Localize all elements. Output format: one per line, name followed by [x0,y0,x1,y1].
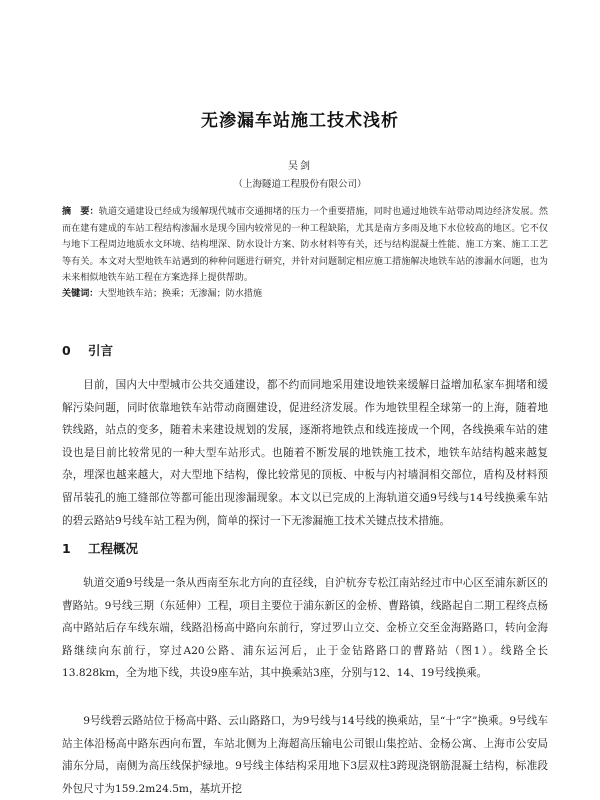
section-heading-intro [62,341,113,359]
intro-paragraph: 目前，国内大中型城市公共交通建设，都不约而同地采用建设地铁来缓解日益增加私家车拥堵和缓解污染问题，同时依靠地铁车站带动商圈建设，促进经济发展。作为地铁里程全球第一的上海，随着地铁线路，站点的变多，随着未来建设规划的发展，逐渐将地铁点和线连接成一个网，各线换乘车站的建设也是目前比较常见的一种大型车站形式。也随着不断发展的地铁施工技术，地铁车站结构越来越复杂，埋深也越来越大，对大型地下结构，像比较常见的顶板、中板与内衬墙洞相交部位，盾构及材料预留吊装孔的施工缝部位等都可能出现渗漏现象。本文以已完成的上海轨道交通9号线与14号线换乘车站的碧云路站9号线车站工程为例，简单的探讨一下无渗漏施工技术关键点技术措施。 [62,379,548,527]
abstract [62,204,548,287]
section-number: 1 [62,541,71,556]
keywords [62,286,548,302]
section-heading-overview [62,539,138,557]
section-title: 工程概况 [88,541,139,556]
author-affiliation: （上海隧道工程股份有限公司） [233,179,367,190]
abstract-label: 摘 要： [62,207,99,217]
overview-paragraph-1: 轨道交通9号线是一条从西南至东北方向的直径线，自沪杭夯专松江南站经过市中心区至浦东新区的曹路站。9号线三期（东延伸）工程，项目主要位于浦东新区的金桥、曹路镇，线路起自二期工程终点杨高中路站后存车线东端，线路沿杨高中路向东前行，穿过罗山立交、金桥立交至金海路路口，转向金海路继续向东前行，穿过A20公路、浦东运河后，止于金钻路路口的曹路站（图1）。线路全长13.828km，全为地下线，共设9座车站，其中换乘站3座，分别与12、14、19号线换乘。 [62,577,548,680]
abstract-text: 轨道交通建设已经成为缓解现代城市交通拥堵的压力一个重要措施，同时也通过地铁车站带动周边经济发展。然而在建有建成的车站工程结构渗漏水是现今国内较常见的一种工程缺陷，尤其是南方多雨及地下水位较高的地区。它不仅与地下工程周边地质水文环境、结构埋深、防水设计方案、防水材料等有关，还与结构混凝土性能、施工方案、施工工艺等有关。本文对大型地铁车站遇到的种种问题进行研究，并针对问题制定相应施工措施解决地铁车站的渗漏水问题，也为未来相似地铁车站工程在方案选择上提供帮助。 [62,207,548,283]
author-name: 吴剑 [288,161,312,172]
overview-paragraph-2: 9号线碧云路站位于杨高中路、云山路路口，为9号线与14号线的换乘站，呈“十”字”换乘。9号线车站主体沿杨高中路东西向布置，车站北侧为上海超高压输电公司银山集控站、金杨公寓、上海市公安局浦东分局，南侧为高压线保护绿地。9号线主体结构采用地下3层双柱3跨现浇钢筋混凝土结构，标准段外包尺寸为159.2m24.5m，基坑开挖 [62,715,548,795]
keywords-label: 关键词： [62,289,99,299]
paper-title: 无渗漏车站施工技术浅析 [201,111,399,131]
keywords-text: 大型地铁车站；换乘；无渗漏；防水措施 [98,289,263,299]
section-title: 引言 [88,343,114,358]
section-number: 0 [62,343,71,358]
